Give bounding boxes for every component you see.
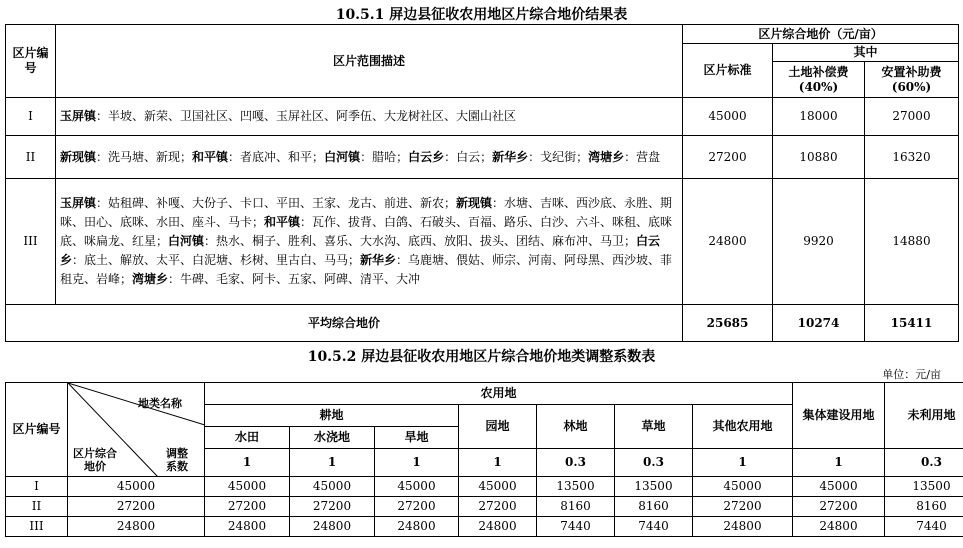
header-zone-code: 区片编号 [6,383,68,477]
value-cell: 45000 [459,477,537,497]
header-resettlement-subsidy: 安置补助费 (60%) [865,62,959,98]
value-cell: 45000 [693,477,793,497]
table-row [6,136,959,179]
average-label: 平均综合地价 [6,305,683,342]
header-zone-code: 区片编号 [6,25,56,98]
value-cell: 24800 [205,517,290,537]
value-cell: 8160 [885,497,963,517]
zone-price: 27200 [68,497,205,517]
coef-cell: 0.3 [537,449,615,477]
average-resettlement-subsidy: 15411 [865,305,959,342]
zone-code: III [6,179,56,305]
table1-title: 10.5.1 屏边县征收农用地区片综合地价结果表 [335,7,628,23]
zone-description: 玉屏镇：半坡、新荣、卫国社区、凹嘎、玉屏社区、阿季伍、大龙树社区、大園山社区 [56,98,683,136]
average-standard: 25685 [683,305,773,342]
resettlement-subsidy: 14880 [865,179,959,305]
diag-coefficient-label: 调整系数 [166,447,188,473]
value-cell: 27200 [793,497,885,517]
value-cell: 27200 [375,497,459,517]
coef-cell: 0.3 [885,449,963,477]
coef-cell: 0.3 [615,449,693,477]
header-zone-standard: 区片标准 [683,44,773,98]
header-among: 其中 [773,44,959,62]
value-cell: 27200 [290,497,375,517]
diag-zone-price-label: 区片综合地价 [73,447,117,473]
table-row [6,477,963,497]
zone-standard: 24800 [683,179,773,305]
value-cell: 45000 [375,477,459,497]
header-zone-description: 区片范围描述 [56,25,683,98]
value-cell: 7440 [885,517,963,537]
header-irrigated: 水浇地 [290,427,375,449]
table-row [6,517,963,537]
table-row [6,179,959,305]
table-row [6,98,959,136]
value-cell: 8160 [615,497,693,517]
coef-cell: 1 [375,449,459,477]
value-cell: 27200 [205,497,290,517]
value-cell: 13500 [537,477,615,497]
coef-cell: 1 [459,449,537,477]
header-arable-land: 耕地 [205,405,459,427]
value-cell: 24800 [693,517,793,537]
value-cell: 24800 [375,517,459,537]
table2-title: 10.5.2 屏边县征收农用地区片综合地价地类调整系数表 [307,349,656,365]
zone-code: II [6,497,68,517]
value-cell: 24800 [459,517,537,537]
land-compensation: 9920 [773,179,865,305]
diag-land-type-label: 地类名称 [138,397,182,410]
header-agricultural-land: 农用地 [205,383,793,405]
coef-cell: 1 [793,449,885,477]
value-cell: 13500 [885,477,963,497]
value-cell: 27200 [693,497,793,517]
coef-cell: 1 [205,449,290,477]
zone-code: II [6,136,56,179]
header-unused-land: 未利用地 [885,383,963,449]
header-forest: 林地 [537,405,615,449]
header-land-compensation: 土地补偿费 (40%) [773,62,865,98]
zone-code: I [6,98,56,136]
diagonal-header [68,383,205,477]
zone-code: I [6,477,68,497]
value-cell: 7440 [537,517,615,537]
zone-description: 玉屏镇：姑租碑、补嘎、大份子、卡口、平田、王家、龙古、前进、新农；新现镇：水塘、吉咪、西沙底、永胜、期咪、田心、底咪、水田、座斗、马卡；和平镇：瓦作、拔背、白鸽、石破头、百福、路乐、白沙、六斗、咪租、底咪底、咪扁龙、红星；白河镇：热水、桐子、胜利、喜乐、大水沟、底西、放阳、拔头、团结、麻布冲、马卫；白云乡：底土、解放、太平、白泥塘、杉树、里古白、马马；新华乡：乌鹿塘、偎姑、师宗、河南、阿母黑、西沙坡、菲租克、岩峰；湾塘乡：牛碑、毛家、阿卡、五家、阿碑、清平、大冲 [56,179,683,305]
value-cell: 27200 [459,497,537,517]
average-land-compensation: 10274 [773,305,865,342]
value-cell: 45000 [290,477,375,497]
resettlement-subsidy: 16320 [865,136,959,179]
value-cell: 8160 [537,497,615,517]
value-cell: 7440 [615,517,693,537]
adjustment-coefficient-table [5,382,963,537]
value-cell: 45000 [205,477,290,497]
land-compensation: 10880 [773,136,865,179]
header-zone-price: 区片综合地价（元/亩） [683,25,959,44]
coef-cell: 1 [290,449,375,477]
header-paddy: 水田 [205,427,290,449]
land-compensation: 18000 [773,98,865,136]
zone-standard: 45000 [683,98,773,136]
zone-description: 新现镇：洗马塘、新现；和平镇：者底冲、和平；白河镇：腊哈；白云乡：白云；新华乡：戈纪街；湾塘乡：营盘 [56,136,683,179]
coef-cell: 1 [693,449,793,477]
zone-price: 45000 [68,477,205,497]
value-cell: 45000 [793,477,885,497]
value-cell: 13500 [615,477,693,497]
land-price-table [5,24,959,342]
table-row [6,497,963,517]
resettlement-subsidy: 27000 [865,98,959,136]
header-dryland: 旱地 [375,427,459,449]
average-row [6,305,959,342]
value-cell: 24800 [290,517,375,537]
unit-label: 单位：元/亩 [882,368,941,381]
header-garden: 园地 [459,405,537,449]
zone-standard: 27200 [683,136,773,179]
zone-code: III [6,517,68,537]
header-collective-construction: 集体建设用地 [793,383,885,449]
header-other-agri: 其他农用地 [693,405,793,449]
header-grassland: 草地 [615,405,693,449]
value-cell: 24800 [793,517,885,537]
zone-price: 24800 [68,517,205,537]
